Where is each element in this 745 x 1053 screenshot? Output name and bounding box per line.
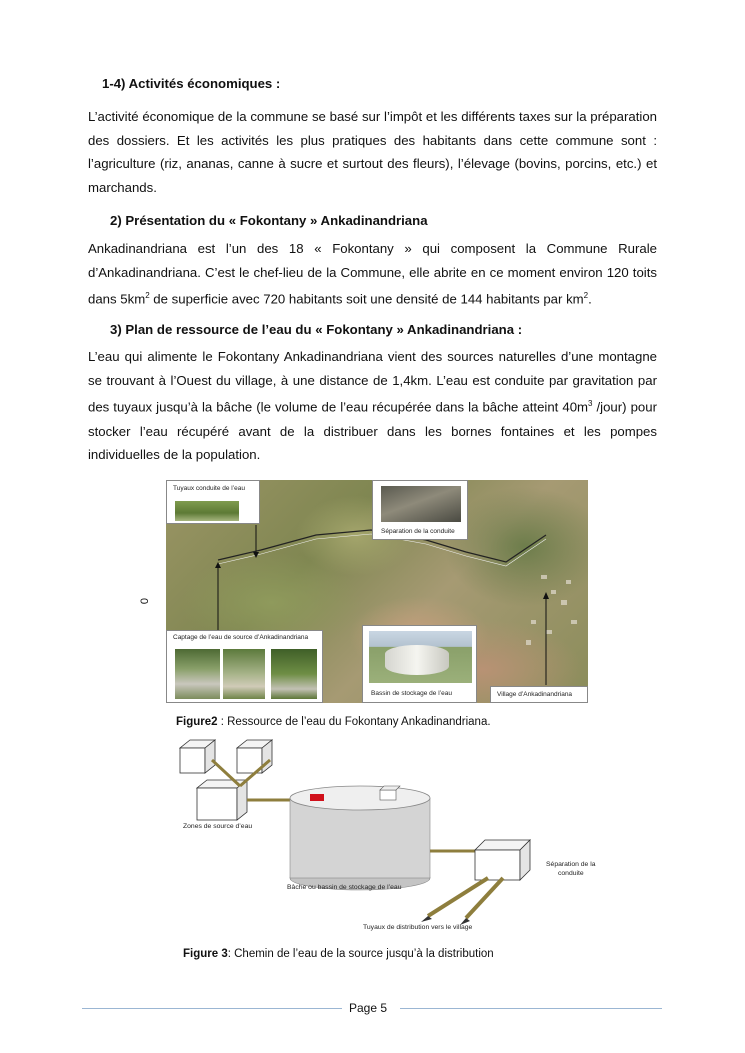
satellite-map-figure — [166, 480, 588, 703]
label-separation: Séparation de la conduite — [381, 528, 455, 535]
distribution-arrow-1 — [421, 916, 432, 922]
section-heading-1-4: 1-4) Activités économiques : — [102, 76, 281, 91]
inset-capture — [166, 630, 323, 703]
figure2-caption: Figure2 : Ressource de l’eau du Fokontany Ankadinandriana. — [176, 716, 491, 728]
photo-separation — [381, 486, 461, 522]
paragraph-economic-activities: L’activité économique de la commune se basé sur l’impôt et les différents taxes sur la préparation des dossiers. Et les activités les plus pratiques des habitants dans cette commune sont : l’agriculture (riz, ananas, canne à sucre et surtout des fleurs), l’élevage (bovins, porcins, etc.) et marchands. — [88, 109, 657, 196]
inset-separation — [372, 480, 468, 540]
village-buildings — [526, 575, 577, 645]
photo-capture-1 — [175, 649, 220, 699]
photo-capture-3 — [271, 649, 317, 699]
footer-line-right — [400, 1008, 662, 1009]
label-pipes: Tuyaux conduite de l’eau — [173, 485, 246, 492]
section-heading-3: 3) Plan de ressource de l’eau du « Fokontany » Ankadinandriana : — [110, 322, 523, 337]
storage-tank — [290, 786, 430, 890]
side-mark: 0 — [139, 597, 152, 605]
diagram-label-sources: Zones de source d’eau — [183, 823, 253, 830]
footer-line-left — [82, 1008, 342, 1009]
section-heading-2: 2) Présentation du « Fokontany » Ankadinandriana — [110, 213, 428, 228]
diagram-label-separation-1: Séparation de la — [546, 861, 596, 868]
diagram-label-pipes: Tuyaux de distribution vers le village — [363, 924, 473, 931]
paragraph-water-resource: L’eau qui alimente le Fokontany Ankadinandriana vient des sources naturelles d’une montagne se trouvant à l’Ouest du village, à une distance de 1,4km. L’eau est conduite par gravitation par des tuyaux jusqu’à la bâche (le volume de l’eau récupérée dans la bâche atteint $40m^3$ /jour) pour stocker l’eau récupéré avant de la distribuer dans les bornes fontaines et les pompes individuelles de la population. — [88, 349, 657, 463]
tank-shape — [385, 645, 449, 675]
arrow-village-head — [543, 592, 549, 599]
inset-village — [490, 686, 588, 703]
paragraph-fokontany-presentation: Ankadinandriana est l’un des 18 « Fokontany » qui composent la Commune Rurale d’Ankadinandriana. C’est le chef-lieu de la Commune, elle abrite en ce moment environ 120 toits dans $5km^2$ de superficie avec 720 habitants soit une densité de 144 habitants par $km^2$. — [88, 241, 657, 307]
distribution-pipes — [428, 878, 503, 918]
figure3-caption: Figure 3: Chemin de l’eau de la source jusqu’à la distribution — [183, 948, 494, 960]
source-box-2 — [237, 740, 272, 773]
inset-pipes — [166, 480, 260, 524]
tank-marker — [310, 794, 324, 801]
diagram-label-tank: Bâche ou bassin de stockage de l’eau — [287, 884, 402, 891]
arrow-pipes-head — [253, 552, 259, 558]
water-path-diagram — [170, 738, 620, 938]
photo-pipes — [175, 501, 239, 521]
separation-box — [475, 840, 530, 880]
label-capture: Captage de l’eau de source d’Ankadinandriana — [173, 634, 309, 641]
photo-capture-2 — [223, 649, 265, 699]
label-tank: Bassin de stockage de l’eau — [371, 690, 452, 697]
source-box-1 — [180, 740, 215, 773]
arrow-capture-head — [215, 562, 221, 568]
inset-tank — [362, 625, 477, 703]
label-village: Village d’Ankadinandriana — [497, 691, 573, 698]
page-number: Page 5 — [349, 1001, 388, 1015]
diagram-label-separation-2: conduite — [558, 870, 584, 877]
photo-tank — [369, 631, 472, 683]
